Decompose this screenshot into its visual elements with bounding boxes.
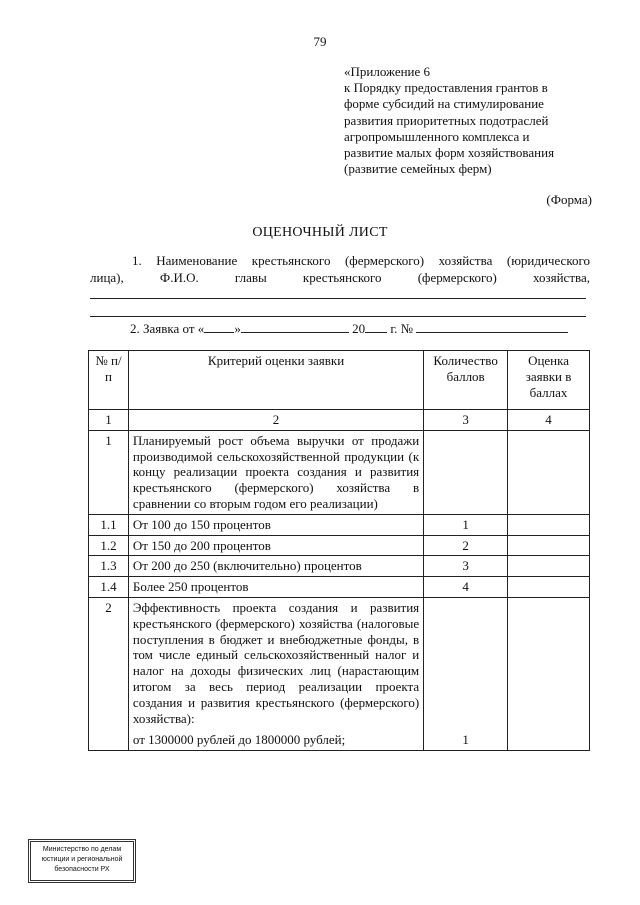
row-points: 1 — [424, 514, 508, 535]
page-number: 79 — [313, 34, 327, 49]
appendix-line: форме субсидий на стимулирование — [344, 96, 544, 112]
table-row — [89, 430, 590, 514]
row-score[interactable] — [508, 577, 590, 598]
column-number: 1 — [89, 410, 129, 431]
header-number: № п/п — [89, 351, 129, 410]
appendix-line: «Приложение 6 — [344, 64, 431, 79]
stamp-line: Министерство по делам — [42, 846, 122, 853]
document-title: ОЦЕНОЧНЫЙ ЛИСТ — [252, 225, 388, 240]
column-number: 3 — [424, 410, 508, 431]
row-criterion: Планируемый рост объема выручки от продажи производимой сельскохозяйственной продукции (к концу реализации проекта создания и развития крестьянского (фермерского) хозяйства в сравнении со вторым годом его реализации) — [128, 430, 423, 514]
header-points: Количество баллов — [424, 351, 508, 410]
appendix-line: агропромышленного комплекса и — [344, 128, 530, 144]
row-points — [424, 430, 508, 514]
row-points: 1 — [424, 597, 508, 750]
row-criterion: От 100 до 150 процентов — [128, 514, 423, 535]
row-criterion-subitem: от 1300000 рублей до 1800000 рублей; — [132, 732, 346, 748]
application-year-prefix: 20 — [352, 321, 366, 336]
appendix-line: развития приоритетных подотраслей — [344, 112, 549, 128]
application-day-field[interactable] — [204, 320, 234, 333]
table-row — [89, 535, 590, 556]
table-row — [89, 577, 590, 598]
row-points: 4 — [424, 577, 508, 598]
row-criterion: Более 250 процентов — [128, 577, 423, 598]
row-points: 3 — [424, 556, 508, 577]
application-number-label: г. № — [390, 321, 414, 336]
application-close-quote: » — [234, 321, 241, 336]
table-row — [89, 556, 590, 577]
application-date-line — [130, 320, 568, 337]
row-number: 1 — [89, 430, 129, 514]
row-score[interactable] — [508, 514, 590, 535]
column-number: 4 — [508, 410, 590, 431]
table-row — [89, 514, 590, 535]
row-number: 1.2 — [89, 535, 129, 556]
column-number-row — [89, 410, 590, 431]
row-score[interactable] — [508, 430, 590, 514]
application-year-field[interactable] — [365, 320, 387, 333]
row-points: 2 — [424, 535, 508, 556]
farm-name-fill-line[interactable] — [90, 298, 586, 299]
row-criterion-text: Эффективность проекта создания и развития крестьянского (фермерского) хозяйства (налоговые поступления в бюджет и внебюджетные фонды, в том числе единый сельскохозяйственный налог и налог на доходы физических лиц (нарастающим итогом за весь период реализации проекта создания и развития крестьянского (фермерского) хозяйства): — [132, 599, 420, 726]
farm-name-line-2: лица), Ф.И.О. главы крестьянского (фермерского) хозяйства, — [90, 269, 590, 285]
appendix-line: развитие малых форм хозяйствования — [344, 145, 555, 161]
row-number: 2 — [89, 597, 129, 750]
application-month-field[interactable] — [241, 320, 349, 333]
header-score: Оценка заявки в баллах — [508, 351, 590, 410]
table-row — [89, 597, 590, 750]
appendix-line: к Порядку предоставления грантов в — [344, 80, 548, 96]
application-number-field[interactable] — [416, 320, 568, 333]
appendix-heading — [344, 64, 584, 177]
farm-name-line-1: 1. Наименование крестьянского (фермерского) хозяйства (юридического — [132, 253, 590, 268]
row-score[interactable] — [508, 597, 590, 750]
column-number: 2 — [128, 410, 423, 431]
ministry-stamp — [30, 841, 134, 881]
stamp-line: безопасности РХ — [54, 866, 110, 873]
form-note: (Форма) — [546, 192, 592, 207]
evaluation-table — [88, 350, 590, 751]
row-criterion: От 200 до 250 (включительно) процентов — [128, 556, 423, 577]
row-criterion — [128, 597, 423, 750]
row-number: 1.4 — [89, 577, 129, 598]
row-number: 1.3 — [89, 556, 129, 577]
row-score[interactable] — [508, 556, 590, 577]
appendix-line: (развитие семейных ферм) — [344, 161, 492, 177]
application-label: 2. Заявка от « — [130, 321, 205, 336]
table-header-row — [89, 351, 590, 410]
row-number: 1.1 — [89, 514, 129, 535]
stamp-line: юстиции и региональной — [41, 856, 123, 863]
row-criterion: От 150 до 200 процентов — [128, 535, 423, 556]
farm-name-paragraph — [90, 253, 590, 286]
row-score[interactable] — [508, 535, 590, 556]
farm-name-fill-line[interactable] — [90, 316, 586, 317]
header-criterion: Критерий оценки заявки — [128, 351, 423, 410]
